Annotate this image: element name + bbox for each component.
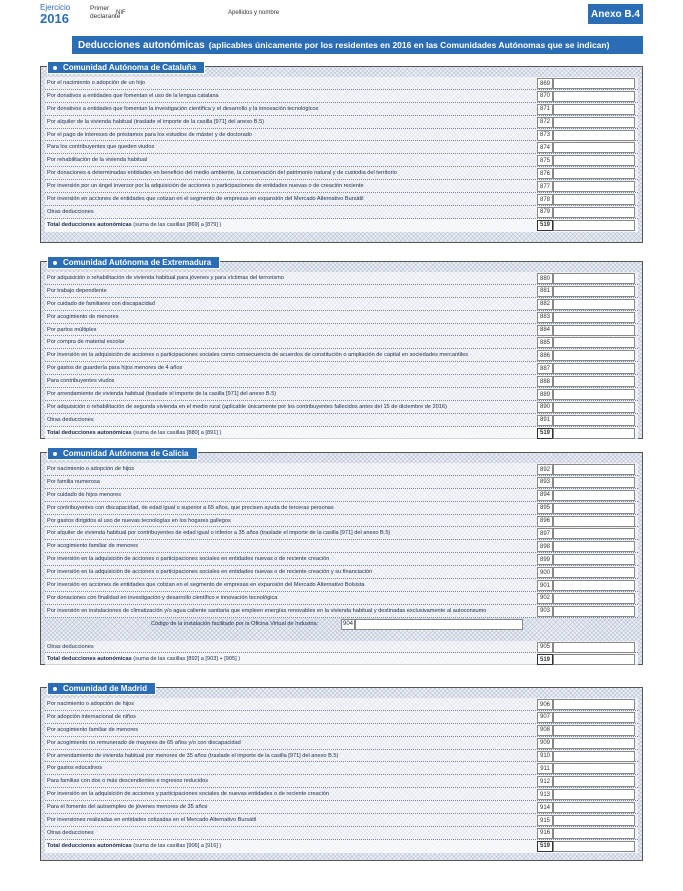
casilla-number: 915 (537, 815, 553, 826)
deduction-label: Por el nacimiento o adopción de un hijo (47, 80, 145, 86)
section-title-text: Comunidad Autónoma de Galicia (63, 449, 189, 458)
total-row (45, 427, 638, 440)
amount-input[interactable] (553, 78, 635, 89)
deduction-label: Por cuidado de hijos menores (47, 491, 122, 498)
casilla-number: 911 (537, 763, 553, 774)
section-1 (40, 258, 643, 439)
deduction-row (45, 711, 638, 724)
amount-input[interactable] (553, 541, 635, 552)
bullet-icon (53, 687, 57, 691)
section-rows (45, 272, 638, 440)
amount-input[interactable] (553, 350, 635, 361)
casilla-number: 892 (537, 464, 553, 475)
casilla-number: 873 (537, 130, 553, 141)
casilla-number: 901 (537, 580, 553, 591)
banner-title: Deducciones autonómicas (78, 39, 205, 51)
section-rows (45, 463, 638, 666)
casilla-number: 910 (537, 751, 553, 762)
deduction-row (45, 502, 638, 515)
deduction-row (45, 775, 638, 788)
amount-input[interactable] (553, 130, 635, 141)
deduction-label: Por adopción internacional de niños (47, 713, 136, 720)
section-0 (40, 63, 643, 243)
amount-input[interactable] (553, 828, 635, 839)
amount-input[interactable] (553, 516, 635, 527)
section-rows (45, 77, 638, 232)
deduction-label: Por donativos a entidades que fomentan el uso de la lengua catalana (47, 92, 219, 99)
deduction-label: Por familia numerosa (47, 478, 100, 485)
total-label-bold: Total deducciones autonómicas (47, 656, 132, 663)
deduction-label: Por inversión en la adquisición de acciones o participaciones sociales como consecuencia de acuerdos de constitución o ampliación de capital en sociedades mercantiles (47, 352, 469, 359)
installation-code-row (45, 618, 638, 631)
amount-input[interactable] (553, 802, 635, 813)
amount-input[interactable] (553, 181, 635, 192)
deduction-row (45, 463, 638, 476)
casilla-number: 908 (537, 725, 553, 736)
deduction-row (45, 814, 638, 827)
amount-input[interactable] (553, 528, 635, 539)
deduction-label: Por inversión en la adquisición de acciones o participaciones sociales en entidades nuevas o de reciente creación y su financiación (47, 569, 373, 576)
deduction-label: Por contribuyentes con discapacidad, de edad igual o superior a 65 años, que precisen ayuda de terceras personas (47, 504, 334, 511)
installation-code-label: Código de la instalación facilitado por la Oficina Virtual de Industria: (151, 620, 319, 627)
amount-input[interactable] (553, 477, 635, 488)
amount-input[interactable] (553, 712, 635, 723)
total-label-rest: (suma de las casillas [892] a [903] + [905] ) (131, 656, 241, 663)
amount-input[interactable] (553, 376, 635, 387)
deduction-row (45, 641, 638, 654)
amount-input[interactable] (553, 593, 635, 604)
deduction-row (45, 566, 638, 579)
amount-input[interactable] (553, 104, 635, 115)
deduction-label: Para los contribuyentes que queden viudos (47, 144, 155, 151)
deduction-label: Por gastos educativos (47, 765, 103, 772)
deduction-row (45, 527, 638, 540)
deduction-label: Por arrendamiento de vivienda habitual por menores de 35 años (traslade el importe de la casilla [971] del anexo B.5) (47, 752, 339, 759)
deduction-row (45, 167, 638, 180)
anexo-badge: Anexo B.4 (588, 4, 643, 24)
casilla-number: 519 (537, 428, 553, 439)
deduction-label: Por inversión por un ángel inversor por la adquisición de acciones o participaciones de entidades nuevas o de creación reciente (47, 183, 364, 190)
deduction-row (45, 285, 638, 298)
deduction-row (45, 103, 638, 116)
casilla-number: 890 (537, 402, 553, 413)
deduction-row (45, 375, 638, 388)
deduction-label: Por donaciones a determinadas entidades en beneficio del medio ambiente, la conservación del patrimonio natural y de custodia del territorio (47, 170, 397, 177)
deduction-row (45, 324, 638, 337)
casilla-number: 874 (537, 142, 553, 153)
bullet-icon (53, 452, 57, 456)
casilla-number: 887 (537, 363, 553, 374)
casilla-number: 871 (537, 104, 553, 115)
amount-input[interactable] (553, 337, 635, 348)
section-title-text: Comunidad de Madrid (63, 684, 147, 693)
casilla-number: 875 (537, 155, 553, 166)
amount-input[interactable] (553, 815, 635, 826)
casilla-number: 909 (537, 738, 553, 749)
deduction-label: Otras deducciones (47, 829, 94, 836)
deduction-row (45, 401, 638, 414)
deduction-label: Por donativos a entidades que fomentan la investigación científica y el desarrollo y la innovación tecnológicos (47, 105, 319, 112)
section-title (47, 61, 205, 74)
amount-input[interactable] (553, 763, 635, 774)
section-title (47, 447, 198, 460)
deduction-row (45, 605, 638, 618)
total-amount-input[interactable] (553, 654, 635, 665)
deduction-row (45, 540, 638, 553)
amount-input[interactable] (553, 642, 635, 653)
total-row (45, 653, 638, 666)
deduction-row (45, 489, 638, 502)
casilla-number: 897 (537, 528, 553, 539)
deduction-row (45, 788, 638, 801)
total-label (47, 430, 533, 436)
deduction-label: Para el fomento del autoempleo de jóvenes menores de 35 años (47, 804, 208, 811)
deduction-row (45, 180, 638, 193)
deduction-label: Otras deducciones (47, 643, 94, 650)
deduction-label: Por acogimiento familiar de menores (47, 726, 139, 733)
amount-input[interactable] (553, 789, 635, 800)
deducciones-banner (72, 36, 643, 54)
amount-input[interactable] (553, 325, 635, 336)
bullet-icon (53, 66, 57, 70)
deduction-label: Para familias con dos o más descendientes e ingresos reducidos (47, 778, 209, 785)
deduction-row (45, 553, 638, 566)
casilla-number: 519 (537, 220, 553, 231)
section-2 (40, 449, 643, 665)
casilla-number: 519 (537, 654, 553, 665)
amount-input[interactable] (553, 207, 635, 218)
amount-input[interactable] (553, 415, 635, 426)
amount-input[interactable] (553, 503, 635, 514)
amount-input[interactable] (553, 554, 635, 565)
casilla-number: 886 (537, 350, 553, 361)
total-amount-input[interactable] (553, 428, 635, 439)
casilla-number: 916 (537, 828, 553, 839)
casilla-number: 882 (537, 299, 553, 310)
ejercicio-label: Ejercicio (40, 3, 71, 12)
total-label (47, 222, 533, 228)
deduction-label: Por rehabilitación de la vivienda habitual (47, 157, 148, 164)
amount-input[interactable] (553, 117, 635, 128)
deduction-label: Otras deducciones (47, 208, 94, 215)
deduction-label: Por alquiler de vivienda habitual por contribuyentes de edad igual o inferior a 35 años (traslade el importe de la casilla [971] del anexo B.5) (47, 530, 391, 537)
ejercicio-year: 2016 (40, 11, 69, 26)
deduction-label: Por inversión en instalaciones de climatización y/o agua caliente sanitaria que empleen energías renovables en la vivienda habitual y destinadas exclusivamente al autoconsumo (47, 607, 487, 614)
deduction-row (45, 298, 638, 311)
section-title (47, 682, 156, 695)
deduction-row (45, 592, 638, 605)
casilla-number: 904 (341, 619, 355, 630)
casilla-number: 900 (537, 567, 553, 578)
amount-input[interactable] (553, 699, 635, 710)
deduction-label: Por acogimiento no remunerado de mayores de 65 años y/o con discapacidad (47, 739, 241, 746)
casilla-number: 880 (537, 273, 553, 284)
deduction-label: Por inversiones realizadas en entidades cotizadas en el Mercado Alternativo Bursátil (47, 817, 257, 824)
casilla-number: 881 (537, 286, 553, 297)
casilla-number: 870 (537, 91, 553, 102)
deduction-row (45, 724, 638, 737)
casilla-number: 876 (537, 168, 553, 179)
deduction-label: Por cuidado de familiares con discapacidad (47, 300, 155, 307)
section-title-text: Comunidad Autónoma de Extremadura (63, 258, 212, 267)
amount-input[interactable] (553, 168, 635, 179)
deduction-row (45, 388, 638, 401)
total-label-rest: (suma de las casillas [880] a [891] ) (131, 429, 222, 436)
amount-input[interactable] (553, 776, 635, 787)
deduction-label: Por inversión en acciones de entidades que cotizan en el segmento de empresas en expansión del Mercado Alternativo Bursátil (47, 196, 364, 203)
deduction-row (45, 801, 638, 814)
amount-input[interactable] (553, 194, 635, 205)
deduction-label: Por arrendamiento de vivienda habitual (traslade el importe de la casilla [971] del anexo B.5) (47, 391, 277, 398)
deduction-label: Por adquisición o rehabilitación de segunda vivienda en el medio rural (aplicable únicamente por los contribuyentes fallecidos antes del 15 de diciembre de 2016) (47, 403, 447, 410)
deduction-label: Por trabajo dependiente (47, 287, 107, 294)
total-label-bold: Total deducciones autonómicas (47, 221, 132, 228)
apellidos-label: Apellidos y nombre (228, 10, 280, 16)
casilla-number: 883 (537, 312, 553, 323)
amount-input[interactable] (553, 286, 635, 297)
casilla-number: 913 (537, 789, 553, 800)
section-rows (45, 698, 638, 853)
nif-label: NIF (116, 10, 126, 16)
total-amount-input[interactable] (553, 841, 635, 852)
amount-input[interactable] (553, 751, 635, 762)
casilla-number: 896 (537, 516, 553, 527)
deduction-label: Por alquiler de la vivienda habitual (traslade el importe de la casilla [971] del anexo B.5) (47, 118, 265, 125)
total-label (47, 656, 533, 662)
amount-input[interactable] (553, 580, 635, 591)
deduction-row (45, 698, 638, 711)
deduction-row (45, 154, 638, 167)
deduction-label: Por el pago de intereses de préstamos para los estudios de máster y de doctorado (47, 131, 252, 138)
bullet-icon (53, 261, 57, 265)
total-label (47, 843, 533, 849)
deduction-row (45, 272, 638, 285)
amount-input[interactable] (553, 606, 635, 617)
casilla-number: 889 (537, 389, 553, 400)
casilla-number: 898 (537, 541, 553, 552)
casilla-number: 907 (537, 712, 553, 723)
deduction-row (45, 90, 638, 103)
amount-input[interactable] (553, 567, 635, 578)
deduction-row (45, 737, 638, 750)
amount-input[interactable] (553, 490, 635, 501)
total-label-bold: Total deducciones autonómicas (47, 429, 132, 436)
deduction-label: Por inversión en la adquisición de acciones y participaciones sociales de nuevas entidades o de reciente creación (47, 791, 330, 798)
deduction-row (45, 129, 638, 142)
deduction-label: Por adquisición o rehabilitación de vivienda habitual para jóvenes y para víctimas del terrorismo (47, 275, 284, 281)
section-title (47, 256, 220, 269)
amount-input[interactable] (553, 402, 635, 413)
total-amount-input[interactable] (553, 220, 635, 231)
deduction-row (45, 762, 638, 775)
amount-input[interactable] (553, 389, 635, 400)
deduction-row (45, 141, 638, 154)
casilla-number: 902 (537, 593, 553, 604)
casilla-number: 879 (537, 207, 553, 218)
deduction-label: Por inversión en acciones de entidades que cotizan en el segmento de empresas en expansión del Mercado Alternativo Bolsista (47, 582, 365, 589)
casilla-number: 893 (537, 477, 553, 488)
casilla-number: 884 (537, 325, 553, 336)
total-label-rest: (suma de las casillas [869] a [879] ) (131, 221, 222, 228)
amount-input[interactable] (553, 91, 635, 102)
form-header (0, 0, 683, 30)
deduction-label: Por gastos dirigidos al uso de nuevas tecnologías en los hogares gallegos (47, 517, 231, 524)
deduction-label: Por nacimiento o adopción de hijos (47, 466, 135, 472)
deduction-row (45, 579, 638, 592)
casilla-number: 906 (537, 699, 553, 710)
spacer (45, 631, 638, 641)
deduction-label: Por donaciones con finalidad en investigación y desarrollo científico e innovación tecnológica (47, 594, 278, 601)
total-row (45, 840, 638, 853)
deduction-row (45, 311, 638, 324)
deduction-label: Por partos múltiples (47, 326, 97, 333)
amount-input[interactable] (553, 273, 635, 284)
deduction-label: Por gastos de guardería para hijos menores de 4 años (47, 365, 183, 372)
amount-input[interactable] (553, 142, 635, 153)
deduction-row (45, 414, 638, 427)
total-row (45, 219, 638, 232)
deduction-label: Por acogimiento familiar de menores (47, 543, 139, 550)
amount-input[interactable] (553, 464, 635, 475)
deduction-row (45, 827, 638, 840)
casilla-number: 899 (537, 554, 553, 565)
deduction-row (45, 750, 638, 763)
casilla-number: 912 (537, 776, 553, 787)
casilla-number: 869 (537, 78, 553, 89)
deduction-row (45, 206, 638, 219)
casilla-number: 905 (537, 642, 553, 653)
amount-input[interactable] (553, 363, 635, 374)
section-title-text: Comunidad Autónoma de Cataluña (63, 63, 197, 72)
total-label-rest: (suma de las casillas [906] a [916] ) (131, 842, 222, 849)
amount-input[interactable] (553, 299, 635, 310)
casilla-number: 885 (537, 337, 553, 348)
casilla-number: 872 (537, 117, 553, 128)
deduction-label: Por inversión en la adquisición de acciones o participaciones sociales en entidades nuevas o de reciente creación (47, 556, 330, 563)
deduction-row (45, 77, 638, 90)
deduction-label: Otras deducciones (47, 416, 94, 423)
deduction-label: Por nacimiento o adopción de hijos (47, 701, 135, 707)
primer-declarante-label: Primer declarante (90, 5, 121, 20)
section-3 (40, 684, 643, 861)
casilla-number: 891 (537, 415, 553, 426)
deduction-row (45, 515, 638, 528)
deduction-label: Por acogimiento de menores (47, 313, 119, 320)
amount-input[interactable] (553, 312, 635, 323)
deduction-row (45, 193, 638, 206)
casilla-number: 914 (537, 802, 553, 813)
casilla-number: 894 (537, 490, 553, 501)
deduction-label: Por compra de material escolar (47, 339, 125, 346)
deduction-row (45, 349, 638, 362)
casilla-number: 888 (537, 376, 553, 387)
casilla-number: 895 (537, 503, 553, 514)
deduction-row (45, 116, 638, 129)
casilla-number: 877 (537, 181, 553, 192)
casilla-number: 519 (537, 841, 553, 852)
installation-code-input[interactable] (355, 619, 523, 630)
deduction-label: Para contribuyentes viudos (47, 378, 115, 385)
deduction-row (45, 362, 638, 375)
banner-subtitle: (aplicables únicamente por los residentes en 2016 en las Comunidades Autónomas que se indican) (208, 40, 610, 50)
casilla-number: 903 (537, 606, 553, 617)
deduction-row (45, 336, 638, 349)
casilla-number: 878 (537, 194, 553, 205)
amount-input[interactable] (553, 738, 635, 749)
amount-input[interactable] (553, 155, 635, 166)
total-label-bold: Total deducciones autonómicas (47, 842, 132, 849)
amount-input[interactable] (553, 725, 635, 736)
deduction-row (45, 476, 638, 489)
